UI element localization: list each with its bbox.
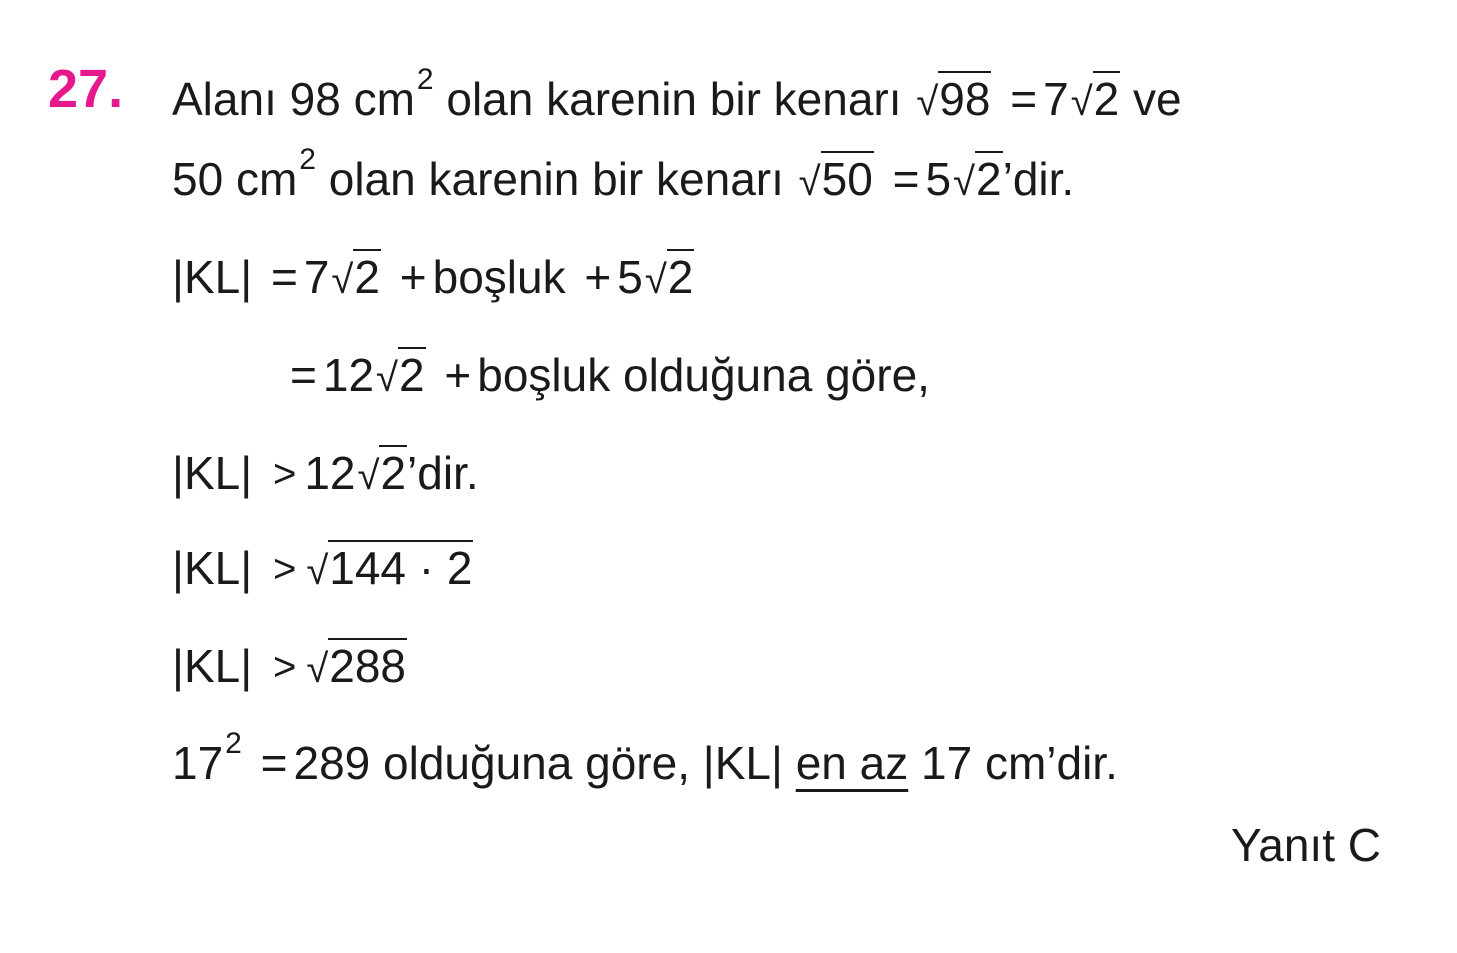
- radicand: 50: [821, 153, 873, 205]
- equals-sign: =: [290, 349, 317, 401]
- text: ve: [1120, 73, 1182, 125]
- kl-length: |KL|: [172, 251, 253, 303]
- radicand: 2: [380, 447, 407, 499]
- text: 17 cm’dir.: [908, 737, 1118, 789]
- text: olan karenin bir kenarı: [433, 73, 915, 125]
- equals-sign: =: [892, 153, 920, 205]
- coefficient: 7: [303, 251, 330, 303]
- answer: Yanıt C: [1231, 819, 1381, 871]
- text: olan karenin bir kenarı: [315, 153, 797, 205]
- radicand: 288: [329, 640, 407, 692]
- radicand: 2: [354, 251, 380, 303]
- square-root: √2: [357, 447, 407, 499]
- radicand: 98: [939, 73, 991, 125]
- base: 17: [172, 737, 224, 789]
- equals-sign: =: [1010, 73, 1038, 125]
- kl-length: |KL|: [172, 542, 253, 594]
- square-root: √2: [953, 153, 1002, 205]
- plus-sign: +: [444, 349, 472, 401]
- greater-than-sign: >: [272, 547, 297, 591]
- coefficient: 7: [1043, 73, 1069, 125]
- square-root: √288: [306, 640, 407, 692]
- coefficient: 5: [925, 153, 952, 205]
- underlined-text: en az: [795, 737, 909, 789]
- text: boşluk olduğuna göre,: [477, 349, 930, 401]
- text: 289 olduğuna göre, |KL|: [293, 737, 796, 789]
- solution-line-7: [172, 640, 407, 692]
- square-root: √144 · 2: [306, 542, 473, 594]
- square-root: √98: [916, 73, 991, 125]
- solution-line-2: [172, 143, 1075, 205]
- greater-than-sign: >: [272, 645, 297, 689]
- plus-sign: +: [584, 251, 612, 303]
- text: 50 cm: [172, 153, 298, 205]
- text: Alanı 98 cm: [172, 73, 415, 125]
- solution-line-1: [172, 63, 1182, 125]
- plus-sign: +: [399, 251, 427, 303]
- square-root: √2: [331, 251, 380, 303]
- question-number: 27.: [48, 59, 124, 119]
- equals-sign: =: [260, 737, 288, 789]
- text: boşluk: [432, 251, 566, 303]
- square-root: √2: [644, 251, 694, 303]
- radicand: 144 · 2: [329, 542, 473, 594]
- exponent: 2: [225, 727, 242, 760]
- radicand: 2: [667, 251, 694, 303]
- greater-than-sign: >: [272, 452, 297, 496]
- square-root: √50: [798, 153, 873, 205]
- exponent: 2: [299, 143, 316, 176]
- solution-line-8: [172, 727, 1118, 789]
- radicand: 2: [976, 153, 1002, 205]
- square-root: √2: [376, 349, 425, 401]
- radicand: 2: [399, 349, 425, 401]
- coefficient: 12: [322, 349, 375, 401]
- coefficient: 5: [617, 251, 643, 303]
- solution-line-6: [172, 542, 473, 594]
- square-root: √2: [1070, 73, 1120, 125]
- kl-length: |KL|: [172, 640, 253, 692]
- equals-sign: =: [270, 251, 298, 303]
- solution-line-4: [284, 349, 930, 401]
- exponent: 2: [416, 63, 434, 96]
- text: ’dir.: [1002, 153, 1075, 205]
- kl-length: |KL|: [172, 447, 253, 499]
- text: ’dir.: [407, 447, 479, 499]
- solution-line-5: [172, 447, 479, 499]
- coefficient: 12: [304, 447, 356, 499]
- solution-line-3: [172, 251, 694, 303]
- radicand: 2: [1093, 73, 1120, 125]
